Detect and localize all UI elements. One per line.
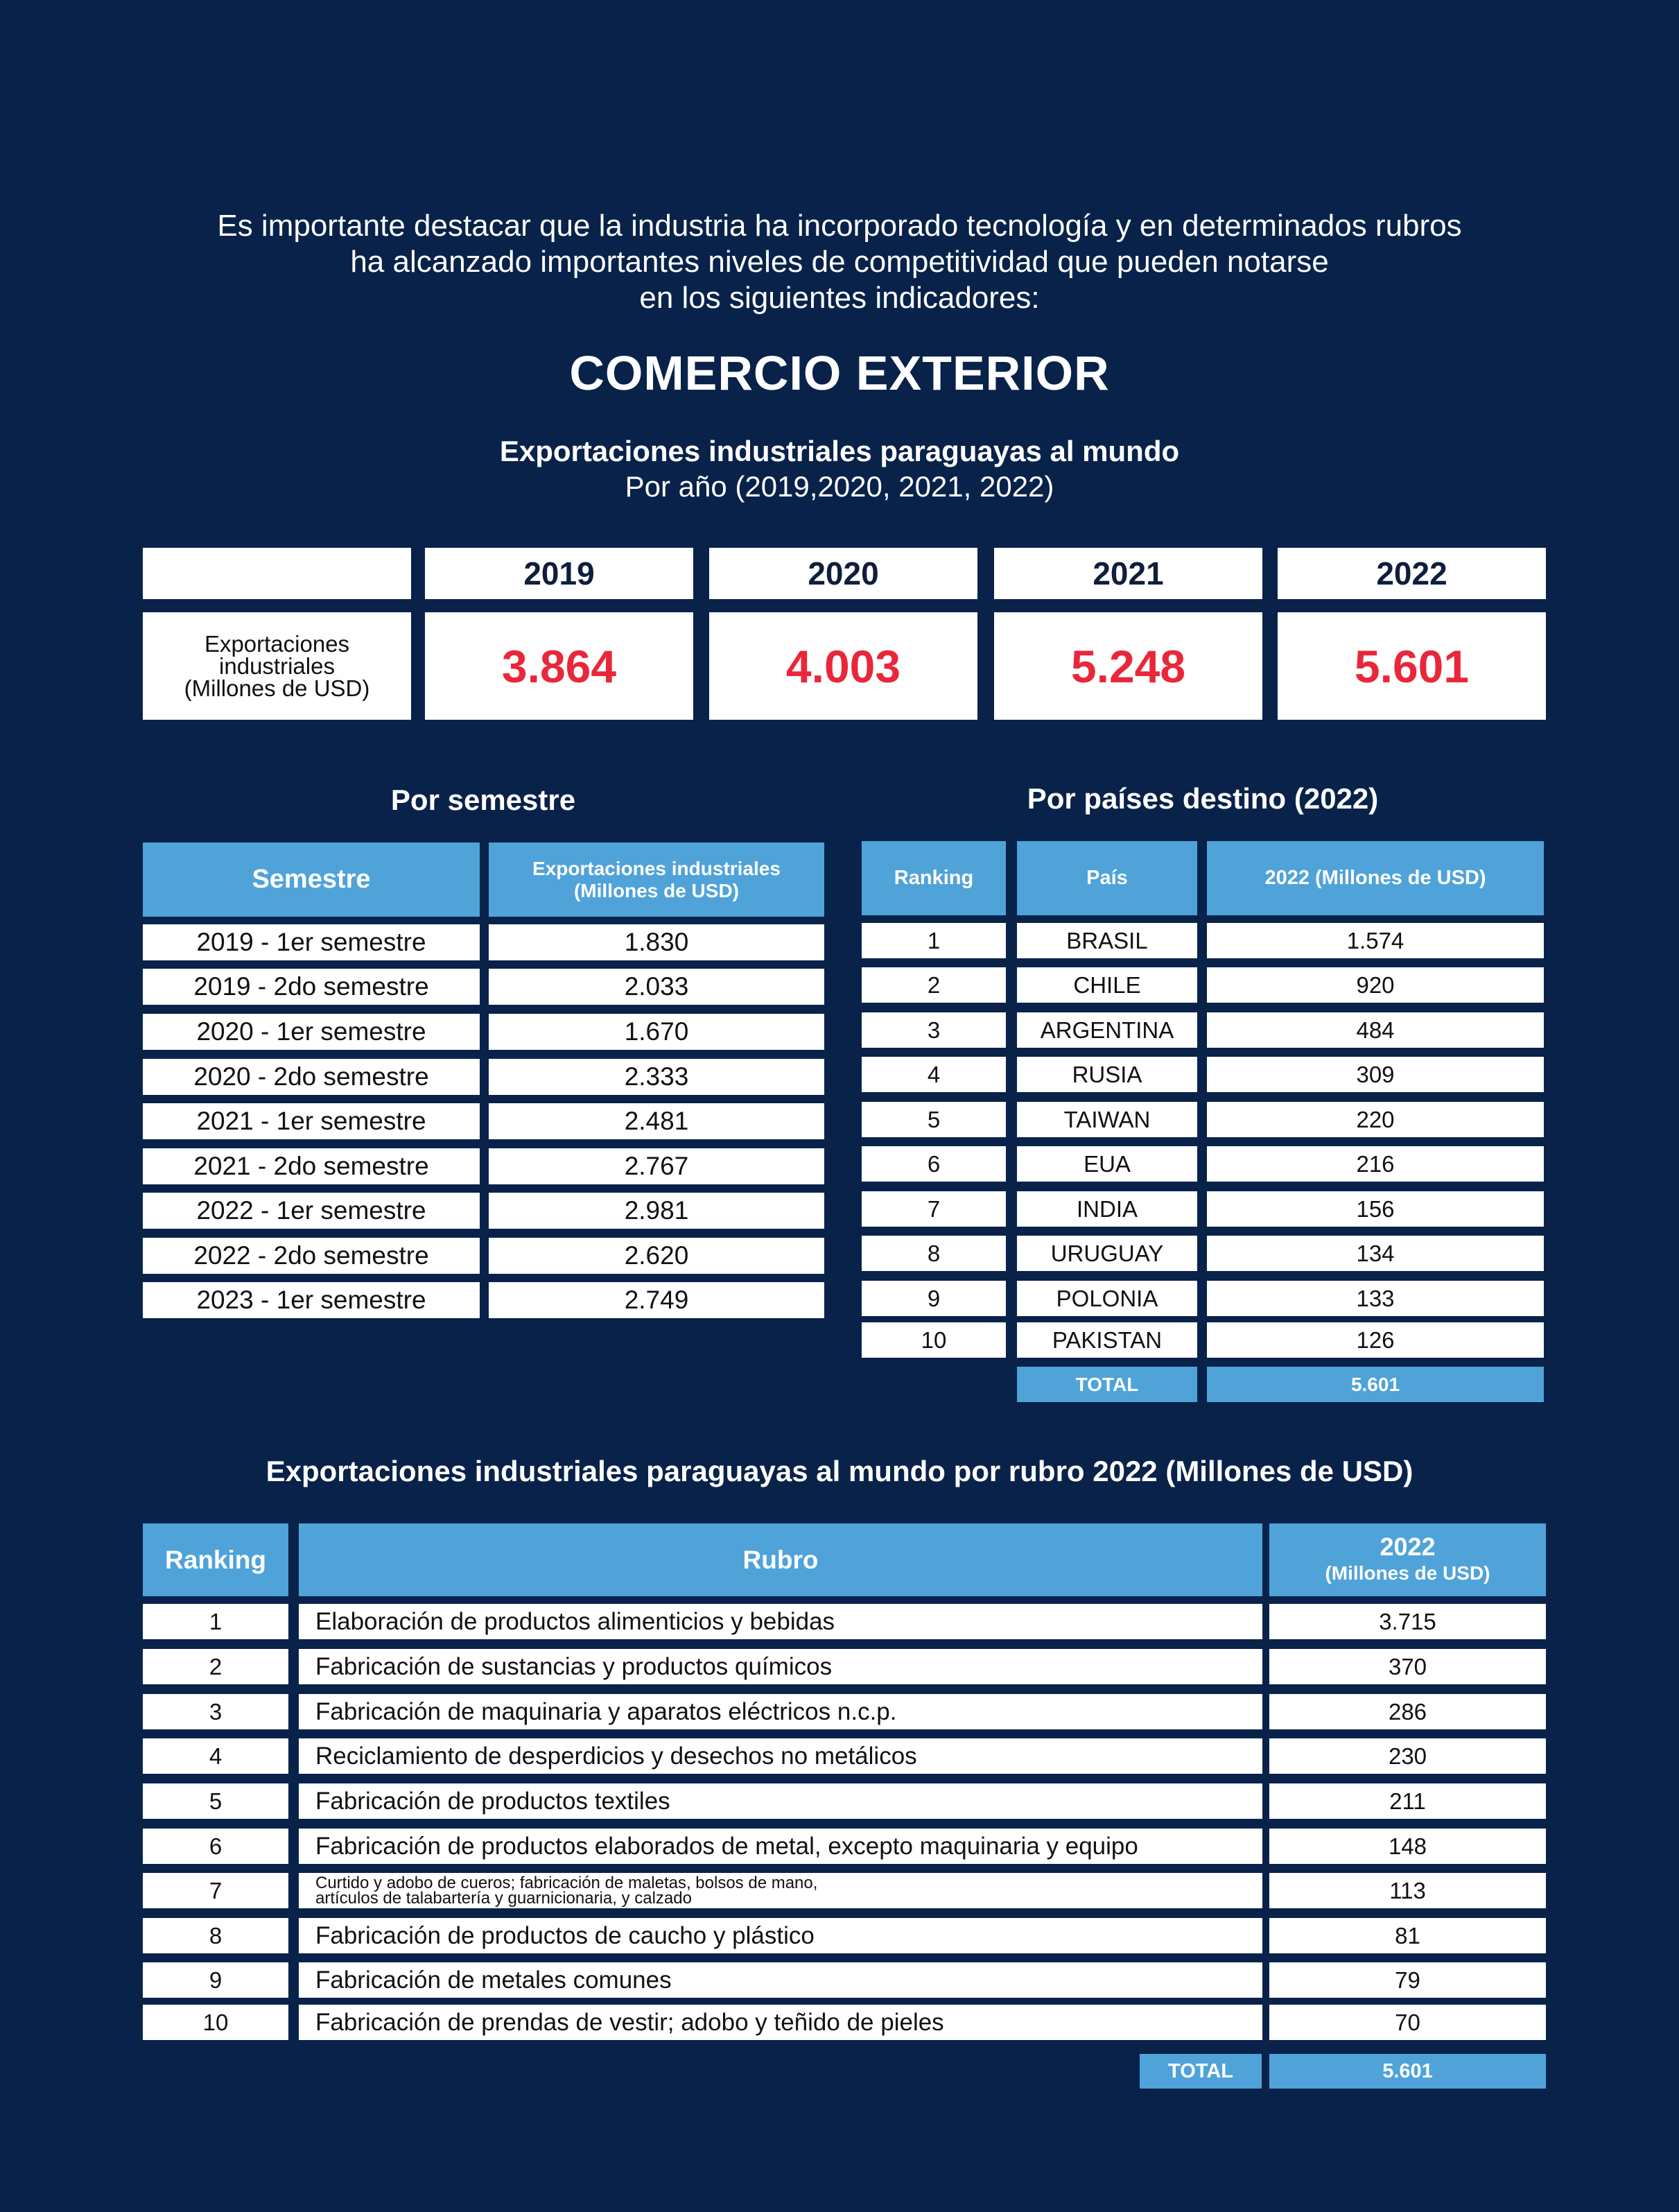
year-2020: 2020 (709, 548, 977, 599)
rubro-row-name: Curtido y adobo de cueros; fabricación de maletas, bolsos de mano, artículos de talabartería y guarnicionaria, y calzado (299, 1873, 1262, 1908)
semester-row-label: 2021 - 2do semestre (143, 1148, 480, 1184)
rubro-row-value: 81 (1269, 1918, 1546, 1953)
semester-row-value: 1.830 (489, 924, 824, 960)
semester-row-label: 2019 - 1er semestre (143, 924, 480, 960)
rubros-rubro-header: Rubro (299, 1523, 1262, 1596)
semester-col-header: Semestre (143, 843, 480, 917)
value-2019: 3.864 (425, 612, 693, 720)
rubro-row-rank: 7 (143, 1873, 288, 1908)
rubro-row-name: Fabricación de prendas de vestir; adobo y teñido de pieles (299, 2005, 1262, 2040)
rubro-row-rank: 1 (143, 1604, 288, 1639)
country-row-rank: 6 (862, 1146, 1006, 1182)
semester-row-value: 2.981 (489, 1193, 824, 1229)
rubro-row-rank: 5 (143, 1783, 288, 1819)
semester-row-label: 2022 - 1er semestre (143, 1193, 480, 1229)
country-row-value: 220 (1207, 1102, 1544, 1137)
country-row-value: 156 (1207, 1191, 1544, 1227)
intro-paragraph (0, 208, 1679, 316)
rubro-row-value: 148 (1269, 1829, 1546, 1864)
semester-row-value: 2.767 (489, 1148, 824, 1184)
rubro-row-rank: 10 (143, 2005, 288, 2040)
country-row-value: 484 (1207, 1012, 1544, 1048)
country-row-pais: INDIA (1017, 1191, 1197, 1227)
country-row-rank: 7 (862, 1191, 1006, 1227)
annual-subheading: Por año (2019,2020, 2021, 2022) (625, 470, 1054, 503)
value-2022: 5.601 (1278, 612, 1546, 720)
intro-line-1: Es importante destacar que la industria ha incorporado tecnología y en determinados rubros (217, 209, 1462, 243)
semester-row-label: 2022 - 2do semestre (143, 1238, 480, 1274)
countries-heading: Por países destino (2022) (1027, 782, 1379, 815)
rubro-row-value: 3.715 (1269, 1604, 1546, 1639)
rubros-total-value: 5.601 (1269, 2054, 1546, 2089)
country-row-pais: TAIWAN (1017, 1102, 1197, 1137)
intro-line-3: en los siguientes indicadores: (639, 281, 1040, 315)
country-row-value: 920 (1207, 967, 1544, 1003)
intro-line-2: ha alcanzado importantes niveles de competitividad que pueden notarse (350, 245, 1329, 279)
semester-row-value: 2.481 (489, 1103, 824, 1139)
country-row-rank: 3 (862, 1012, 1006, 1048)
semester-row-value: 2.620 (489, 1238, 824, 1274)
country-row-rank: 1 (862, 923, 1006, 958)
country-row-value: 216 (1207, 1146, 1544, 1182)
semester-row-label: 2019 - 2do semestre (143, 969, 480, 1005)
rubro-row-name: Fabricación de metales comunes (299, 1962, 1262, 1998)
country-row-pais: POLONIA (1017, 1281, 1197, 1316)
rubro-row-name: Fabricación de maquinaria y aparatos eléctricos n.c.p. (299, 1694, 1262, 1729)
country-row-value: 309 (1207, 1057, 1544, 1092)
countries-pais-header: País (1017, 841, 1197, 915)
value-2021: 5.248 (994, 612, 1262, 720)
country-row-value: 133 (1207, 1281, 1544, 1316)
annual-row-label: Exportaciones industriales (Millones de USD) (143, 612, 411, 720)
country-row-value: 134 (1207, 1236, 1544, 1271)
country-row-pais: RUSIA (1017, 1057, 1197, 1092)
rubro-row-name: Fabricación de productos elaborados de metal, excepto maquinaria y equipo (299, 1829, 1262, 1864)
countries-rank-header: Ranking (862, 841, 1006, 915)
rubro-row-rank: 3 (143, 1694, 288, 1729)
rubros-heading: Exportaciones industriales paraguayas al mundo por rubro 2022 (Millones de USD) (266, 1455, 1413, 1487)
semester-row-value: 1.670 (489, 1014, 824, 1050)
semester-row-value: 2.333 (489, 1059, 824, 1095)
country-row-rank: 8 (862, 1236, 1006, 1271)
country-row-pais: CHILE (1017, 967, 1197, 1003)
rubro-row-rank: 6 (143, 1829, 288, 1864)
rubro-row-name: Reciclamiento de desperdicios y desechos no metálicos (299, 1738, 1262, 1774)
semester-row-label: 2023 - 1er semestre (143, 1282, 480, 1318)
rubro-row-value: 286 (1269, 1694, 1546, 1729)
rubros-total-label: TOTAL (1140, 2054, 1262, 2089)
rubro-row-rank: 8 (143, 1918, 288, 1953)
rubro-row-value: 230 (1269, 1738, 1546, 1774)
annual-blank-header (143, 548, 411, 599)
country-row-value: 126 (1207, 1322, 1544, 1358)
rubros-value-header-year: 2022 (1380, 1532, 1436, 1561)
rubros-value-header (1269, 1523, 1546, 1596)
rubro-row-value: 370 (1269, 1649, 1546, 1684)
country-row-rank: 5 (862, 1102, 1006, 1137)
rubro-row-rank: 2 (143, 1649, 288, 1684)
country-row-pais: BRASIL (1017, 923, 1197, 958)
rubro-row-value: 113 (1269, 1873, 1546, 1908)
country-row-rank: 9 (862, 1281, 1006, 1316)
semester-row-label: 2020 - 1er semestre (143, 1014, 480, 1050)
semester-row-label: 2021 - 1er semestre (143, 1103, 480, 1139)
year-2019: 2019 (425, 548, 693, 599)
year-2021: 2021 (994, 548, 1262, 599)
rubro-row-name: Fabricación de productos de caucho y plástico (299, 1918, 1262, 1953)
country-row-pais: EUA (1017, 1146, 1197, 1182)
rubro-row-rank: 4 (143, 1738, 288, 1774)
rubro-row-value: 70 (1269, 2005, 1546, 2040)
countries-value-header: 2022 (Millones de USD) (1207, 841, 1544, 915)
semester-row-value: 2.749 (489, 1282, 824, 1318)
country-row-rank: 10 (862, 1322, 1006, 1358)
rubro-row-name: Fabricación de sustancias y productos químicos (299, 1649, 1262, 1684)
annual-heading: Exportaciones industriales paraguayas al mundo (499, 435, 1180, 467)
countries-total-label: TOTAL (1017, 1367, 1197, 1402)
rubros-rank-header: Ranking (143, 1523, 288, 1596)
rubro-row-value: 211 (1269, 1783, 1546, 1819)
rubro-row-name: Fabricación de productos textiles (299, 1783, 1262, 1819)
rubro-row-name: Elaboración de productos alimenticios y bebidas (299, 1604, 1262, 1639)
year-2022: 2022 (1278, 548, 1546, 599)
countries-total-value: 5.601 (1207, 1367, 1544, 1402)
page-title: COMERCIO EXTERIOR (569, 346, 1110, 400)
country-row-rank: 2 (862, 967, 1006, 1003)
country-row-pais: ARGENTINA (1017, 1012, 1197, 1048)
semester-heading: Por semestre (390, 784, 576, 816)
country-row-pais: PAKISTAN (1017, 1322, 1197, 1358)
rubro-row-rank: 9 (143, 1962, 288, 1998)
country-row-rank: 4 (862, 1057, 1006, 1092)
semester-row-label: 2020 - 2do semestre (143, 1059, 480, 1095)
country-row-value: 1.574 (1207, 923, 1544, 958)
rubro-row-value: 79 (1269, 1962, 1546, 1998)
country-row-pais: URUGUAY (1017, 1236, 1197, 1271)
semester-row-value: 2.033 (489, 969, 824, 1005)
semester-value-col-header: Exportaciones industriales (Millones de USD) (489, 843, 824, 917)
rubros-value-header-unit: (Millones de USD) (1325, 1562, 1490, 1584)
value-2020: 4.003 (709, 612, 977, 720)
